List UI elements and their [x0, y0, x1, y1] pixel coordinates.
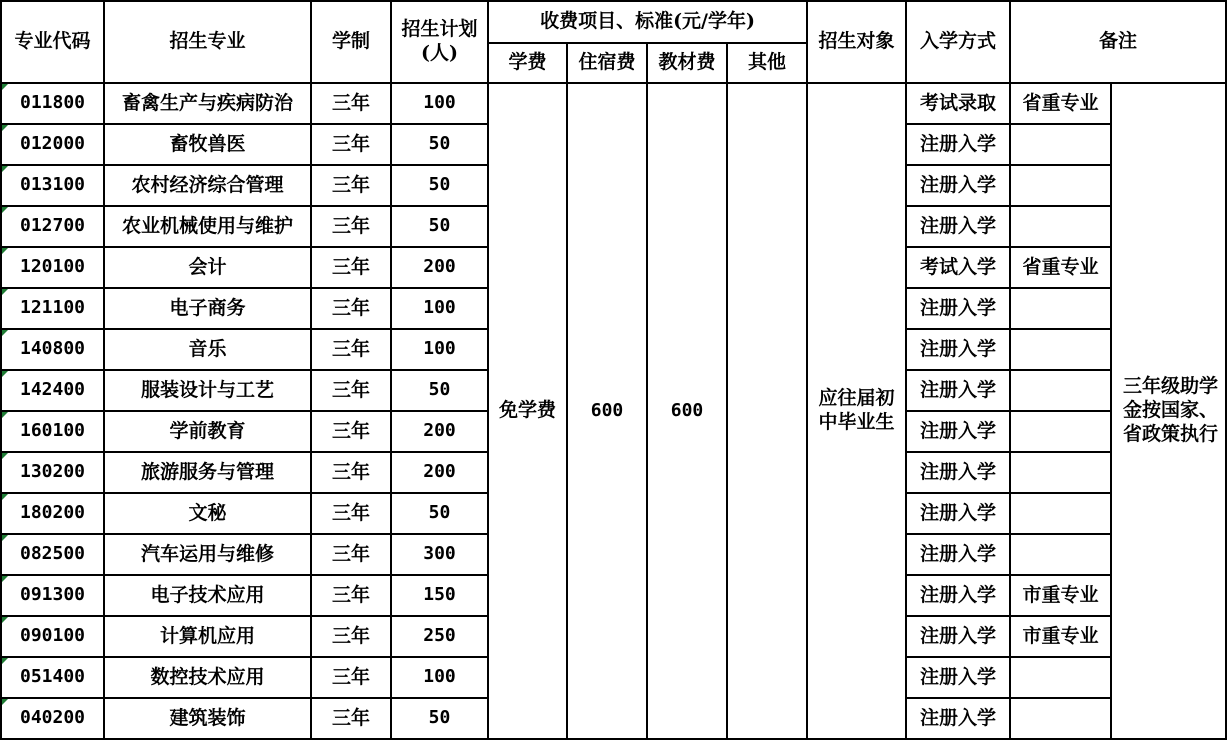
cell-code: 140800: [1, 329, 104, 370]
cell-major: 汽车运用与维修: [104, 534, 311, 575]
cell-major: 建筑装饰: [104, 698, 311, 739]
cell-code: 040200: [1, 698, 104, 739]
cell-remark: [1010, 206, 1111, 247]
header-plan-line1: 招生计划: [401, 18, 478, 41]
cell-remark: [1010, 165, 1111, 206]
cell-major: 音乐: [104, 329, 311, 370]
cell-duration: 三年: [311, 657, 391, 698]
cell-major: 服装设计与工艺: [104, 370, 311, 411]
header-textbook: 教材费: [647, 43, 727, 83]
cell-plan: 50: [391, 370, 488, 411]
cell-plan: 50: [391, 698, 488, 739]
cell-remark: [1010, 411, 1111, 452]
cell-major: 农业机械使用与维护: [104, 206, 311, 247]
cell-plan: 200: [391, 247, 488, 288]
cell-textbook: 600: [647, 83, 727, 739]
header-remarks: 备注: [1010, 1, 1226, 83]
header-tuition: 学费: [488, 43, 567, 83]
cell-code: 051400: [1, 657, 104, 698]
cell-duration: 三年: [311, 370, 391, 411]
cell-code: 142400: [1, 370, 104, 411]
cell-major: 电子技术应用: [104, 575, 311, 616]
cell-target: [807, 83, 906, 739]
cell-plan: 50: [391, 206, 488, 247]
cell-plan: 100: [391, 83, 488, 124]
cell-major: 畜牧兽医: [104, 124, 311, 165]
cell-duration: 三年: [311, 247, 391, 288]
cell-admission: 注册入学: [906, 534, 1010, 575]
cell-admission: 注册入学: [906, 206, 1010, 247]
cell-tuition: 免学费: [488, 83, 567, 739]
cell-duration: 三年: [311, 698, 391, 739]
cell-admission: 考试入学: [906, 247, 1010, 288]
cell-plan: 50: [391, 165, 488, 206]
cell-duration: 三年: [311, 83, 391, 124]
cell-remark: 省重专业: [1010, 83, 1111, 124]
cell-code: 012000: [1, 124, 104, 165]
cell-major: 学前教育: [104, 411, 311, 452]
cell-code: 091300: [1, 575, 104, 616]
cell-duration: 三年: [311, 411, 391, 452]
cell-aid-note: [1111, 83, 1226, 739]
cell-remark: [1010, 288, 1111, 329]
table-row: [1, 83, 1226, 124]
cell-code: 012700: [1, 206, 104, 247]
cell-admission: 注册入学: [906, 493, 1010, 534]
cell-remark: [1010, 370, 1111, 411]
cell-major: 电子商务: [104, 288, 311, 329]
cell-plan: 100: [391, 329, 488, 370]
cell-code: 120100: [1, 247, 104, 288]
cell-plan: 200: [391, 411, 488, 452]
header-lodging: 住宿费: [567, 43, 647, 83]
cell-duration: 三年: [311, 616, 391, 657]
cell-admission: 考试录取: [906, 83, 1010, 124]
cell-plan: 300: [391, 534, 488, 575]
cell-remark: [1010, 493, 1111, 534]
cell-major: 会计: [104, 247, 311, 288]
cell-admission: 注册入学: [906, 165, 1010, 206]
cell-code: 121100: [1, 288, 104, 329]
cell-plan: 100: [391, 288, 488, 329]
cell-major: 旅游服务与管理: [104, 452, 311, 493]
aid-note-line-3: 省政策执行: [1123, 422, 1219, 445]
cell-major: 文秘: [104, 493, 311, 534]
cell-duration: 三年: [311, 329, 391, 370]
cell-duration: 三年: [311, 165, 391, 206]
cell-remark: [1010, 452, 1111, 493]
target-line-2: 中毕业生: [818, 411, 895, 433]
header-duration: 学制: [311, 1, 391, 83]
cell-remark: [1010, 534, 1111, 575]
cell-code: 130200: [1, 452, 104, 493]
cell-plan: 200: [391, 452, 488, 493]
target-line-1: 应往届初: [818, 387, 895, 410]
cell-code: 082500: [1, 534, 104, 575]
header-code: 专业代码: [1, 1, 104, 83]
cell-plan: 150: [391, 575, 488, 616]
cell-remark: 市重专业: [1010, 575, 1111, 616]
cell-code: 013100: [1, 165, 104, 206]
cell-lodging: 600: [567, 83, 647, 739]
cell-remark: [1010, 124, 1111, 165]
aid-note-line-2: 金按国家、: [1123, 399, 1219, 422]
cell-admission: 注册入学: [906, 657, 1010, 698]
cell-duration: 三年: [311, 206, 391, 247]
cell-other: [727, 83, 807, 739]
cell-admission: 注册入学: [906, 452, 1010, 493]
cell-plan: 50: [391, 493, 488, 534]
cell-major: 计算机应用: [104, 616, 311, 657]
cell-admission: 注册入学: [906, 124, 1010, 165]
cell-admission: 注册入学: [906, 288, 1010, 329]
cell-code: 090100: [1, 616, 104, 657]
header-fees-group: 收费项目、标准(元/学年): [488, 1, 807, 43]
header-other: 其他: [727, 43, 807, 83]
cell-duration: 三年: [311, 534, 391, 575]
cell-remark: [1010, 657, 1111, 698]
cell-admission: 注册入学: [906, 370, 1010, 411]
cell-major: 畜禽生产与疾病防治: [104, 83, 311, 124]
cell-duration: 三年: [311, 452, 391, 493]
cell-duration: 三年: [311, 493, 391, 534]
cell-admission: 注册入学: [906, 411, 1010, 452]
header-major: 招生专业: [104, 1, 311, 83]
header-plan-line2: (人): [421, 42, 458, 64]
header-admission: 入学方式: [906, 1, 1010, 83]
cell-major: 数控技术应用: [104, 657, 311, 698]
cell-duration: 三年: [311, 575, 391, 616]
cell-plan: 50: [391, 124, 488, 165]
cell-admission: 注册入学: [906, 575, 1010, 616]
cell-plan: 100: [391, 657, 488, 698]
header-row-1: [1, 1, 1226, 43]
cell-major: 农村经济综合管理: [104, 165, 311, 206]
cell-admission: 注册入学: [906, 329, 1010, 370]
cell-remark: 省重专业: [1010, 247, 1111, 288]
cell-code: 160100: [1, 411, 104, 452]
header-target: 招生对象: [807, 1, 906, 83]
cell-code: 180200: [1, 493, 104, 534]
cell-admission: 注册入学: [906, 616, 1010, 657]
cell-plan: 250: [391, 616, 488, 657]
cell-admission: 注册入学: [906, 698, 1010, 739]
cell-remark: [1010, 698, 1111, 739]
cell-duration: 三年: [311, 124, 391, 165]
header-plan: [391, 1, 488, 83]
aid-note-line-1: 三年级助学: [1123, 375, 1219, 398]
cell-code: 011800: [1, 83, 104, 124]
cell-remark: 市重专业: [1010, 616, 1111, 657]
cell-duration: 三年: [311, 288, 391, 329]
cell-remark: [1010, 329, 1111, 370]
